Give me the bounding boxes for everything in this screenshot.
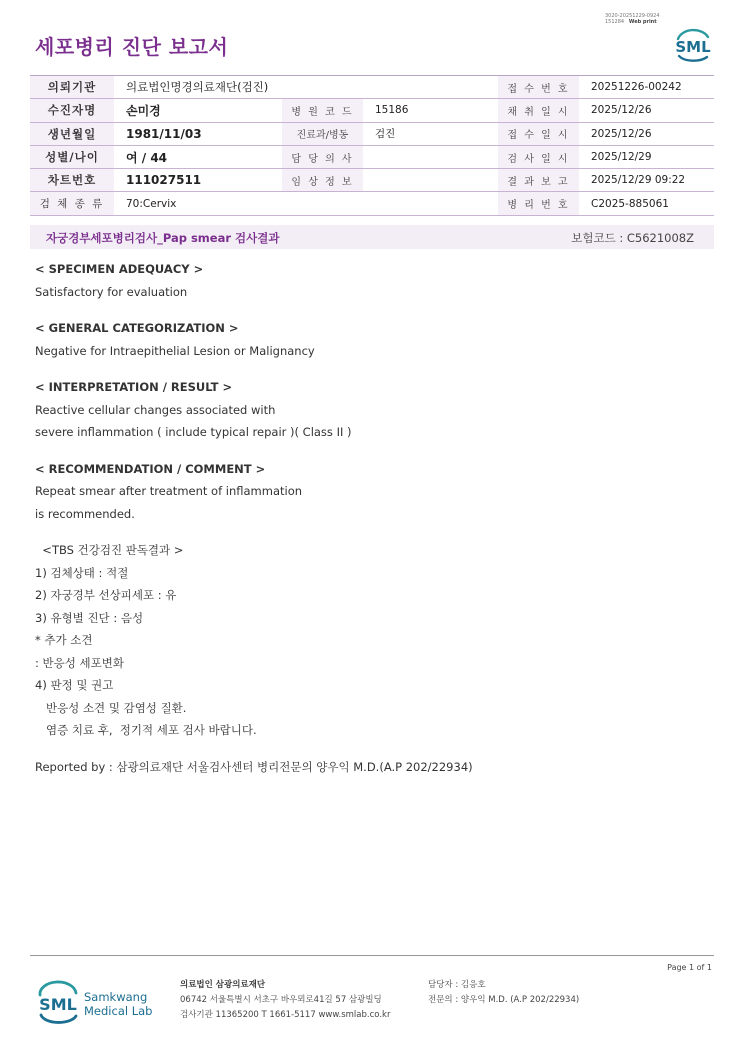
- tbs-item: 반응성 소견 및 감염성 질환.: [35, 700, 187, 715]
- label-clinical-info: 임 상 정 보: [282, 169, 363, 192]
- footer-staff: [428, 978, 579, 1008]
- general-categorization-text: Negative for Intraepithelial Lesion or Malignancy: [35, 343, 315, 358]
- label-specimen-type: 검 체 종 류: [30, 192, 114, 215]
- info-row: [30, 145, 714, 168]
- label-hospital-code: 병 원 코 드: [282, 99, 363, 122]
- value-hospital-code: 15186: [363, 99, 498, 122]
- logo-name-line2: Medical Lab: [84, 1004, 153, 1018]
- tbs-heading: <TBS 건강검진 판독결과 >: [35, 543, 184, 557]
- interpretation-text: severe inflammation ( include typical repair )( Class II ): [35, 425, 352, 439]
- web-print-label: Web print: [628, 19, 657, 25]
- patient-info-table: [30, 75, 714, 216]
- tbs-item: : 반응성 세포변화: [35, 655, 124, 670]
- print-code-line1: 3020-20251229-0924: [605, 13, 660, 19]
- info-row: [30, 99, 714, 122]
- label-result-report: 결 과 보 고: [498, 169, 579, 192]
- specialist-name: 전문의 : 양우익 M.D. (A.P 202/22934): [428, 995, 580, 1005]
- section-heading-specimen-adequacy: < SPECIMEN ADEQUACY >: [35, 262, 204, 276]
- tbs-item: 1) 검체상태 : 적절: [35, 565, 129, 580]
- info-row: [30, 122, 714, 145]
- section-heading-recommendation: < RECOMMENDATION / COMMENT >: [35, 461, 266, 476]
- value-exam-date: 2025/12/29: [579, 145, 714, 168]
- value-requesting-institution: 의료법인명경의료재단(검진): [114, 76, 498, 99]
- label-chart-number: 차트번호: [30, 169, 114, 192]
- value-specimen-type: 70:Cervix: [114, 192, 498, 215]
- label-department: 진료과/병동: [282, 122, 363, 145]
- value-chart-number: 111027511: [114, 169, 282, 192]
- footer-organization: [180, 978, 390, 1023]
- report-body: [35, 262, 695, 782]
- tbs-item: 2) 자궁경부 선상피세포 : 유: [35, 588, 177, 602]
- tbs-item: 3) 유형별 진단 : 음성: [35, 610, 144, 625]
- footer-divider: [30, 955, 714, 956]
- info-row: [30, 192, 714, 215]
- samkwang-logo-icon: [36, 980, 166, 1026]
- value-attending-doctor: [363, 145, 498, 168]
- insurance-code: 보험코드 : C5621008Z: [571, 231, 694, 245]
- label-pathology-number: 병 리 번 호: [498, 192, 579, 215]
- logo-top-text: SML: [675, 38, 711, 56]
- tbs-item: 염증 치료 후, 정기적 세포 검사 바랍니다.: [35, 723, 257, 737]
- value-sex-age: 여 / 44: [114, 145, 282, 168]
- value-pathology-number: C2025-885061: [579, 192, 714, 215]
- label-patient-name: 수진자명: [30, 99, 114, 122]
- value-patient-name: 손미경: [114, 99, 282, 122]
- label-birth-date: 생년월일: [30, 122, 114, 145]
- label-collection-date: 채 취 일 시: [498, 99, 579, 122]
- tbs-item: 4) 판정 및 권고: [35, 678, 114, 692]
- report-print-code: [605, 13, 660, 25]
- specimen-adequacy-text: Satisfactory for evaluation: [35, 284, 188, 299]
- value-clinical-info: [363, 169, 498, 192]
- org-name: 의료법인 삼광의료재단: [180, 980, 266, 990]
- info-row: [30, 76, 714, 99]
- org-contact: 검사기관 11365200 T 1661-5117 www.smlab.co.kr: [180, 1010, 391, 1020]
- section-heading-interpretation: < INTERPRETATION / RESULT >: [35, 380, 233, 394]
- reported-by: Reported by : 삼광의료재단 서울검사센터 병리전문의 양우익 M.D.(A.P 202/22934): [35, 759, 473, 774]
- page-number: Page 1 of 1: [667, 963, 712, 972]
- info-row: [30, 169, 714, 192]
- sml-logo-icon: [672, 25, 714, 65]
- value-department: 검진: [363, 122, 498, 145]
- value-collection-date: 2025/12/26: [579, 99, 714, 122]
- label-exam-date: 검 사 일 시: [498, 145, 579, 168]
- tbs-item: * 추가 소견: [35, 633, 93, 647]
- value-birth-date: 1981/11/03: [114, 122, 282, 145]
- label-received-date: 접 수 일 시: [498, 122, 579, 145]
- print-code-line2: [605, 19, 660, 25]
- interpretation-text: Reactive cellular changes associated with: [35, 402, 276, 417]
- exam-title: 자궁경부세포병리검사_Pap smear 검사결과: [46, 231, 280, 245]
- value-received-date: 2025/12/26: [579, 122, 714, 145]
- manager-name: 담당자 : 김응호: [428, 980, 486, 990]
- exam-header-bar: [30, 225, 714, 249]
- value-accession-number: 20251226-00242: [579, 76, 714, 99]
- recommendation-text: is recommended.: [35, 506, 135, 521]
- recommendation-text: Repeat smear after treatment of inflammation: [35, 484, 303, 498]
- org-address: 06742 서울특별시 서초구 바우뫼로41길 57 삼광빌딩: [180, 995, 382, 1005]
- print-code-number: 151284: [605, 19, 625, 25]
- label-sex-age: 성별/나이: [30, 145, 114, 168]
- label-attending-doctor: 담 당 의 사: [282, 145, 363, 168]
- logo-name-line1: Samkwang: [84, 990, 148, 1004]
- label-requesting-institution: 의뢰기관: [30, 76, 114, 99]
- report-title: 세포병리 진단 보고서: [35, 35, 229, 59]
- value-result-report: 2025/12/29 09:22: [579, 169, 714, 192]
- section-heading-general-categorization: < GENERAL CATEGORIZATION >: [35, 321, 239, 335]
- label-accession-number: 접 수 번 호: [498, 76, 579, 99]
- logo-bottom-text: SML: [39, 995, 77, 1014]
